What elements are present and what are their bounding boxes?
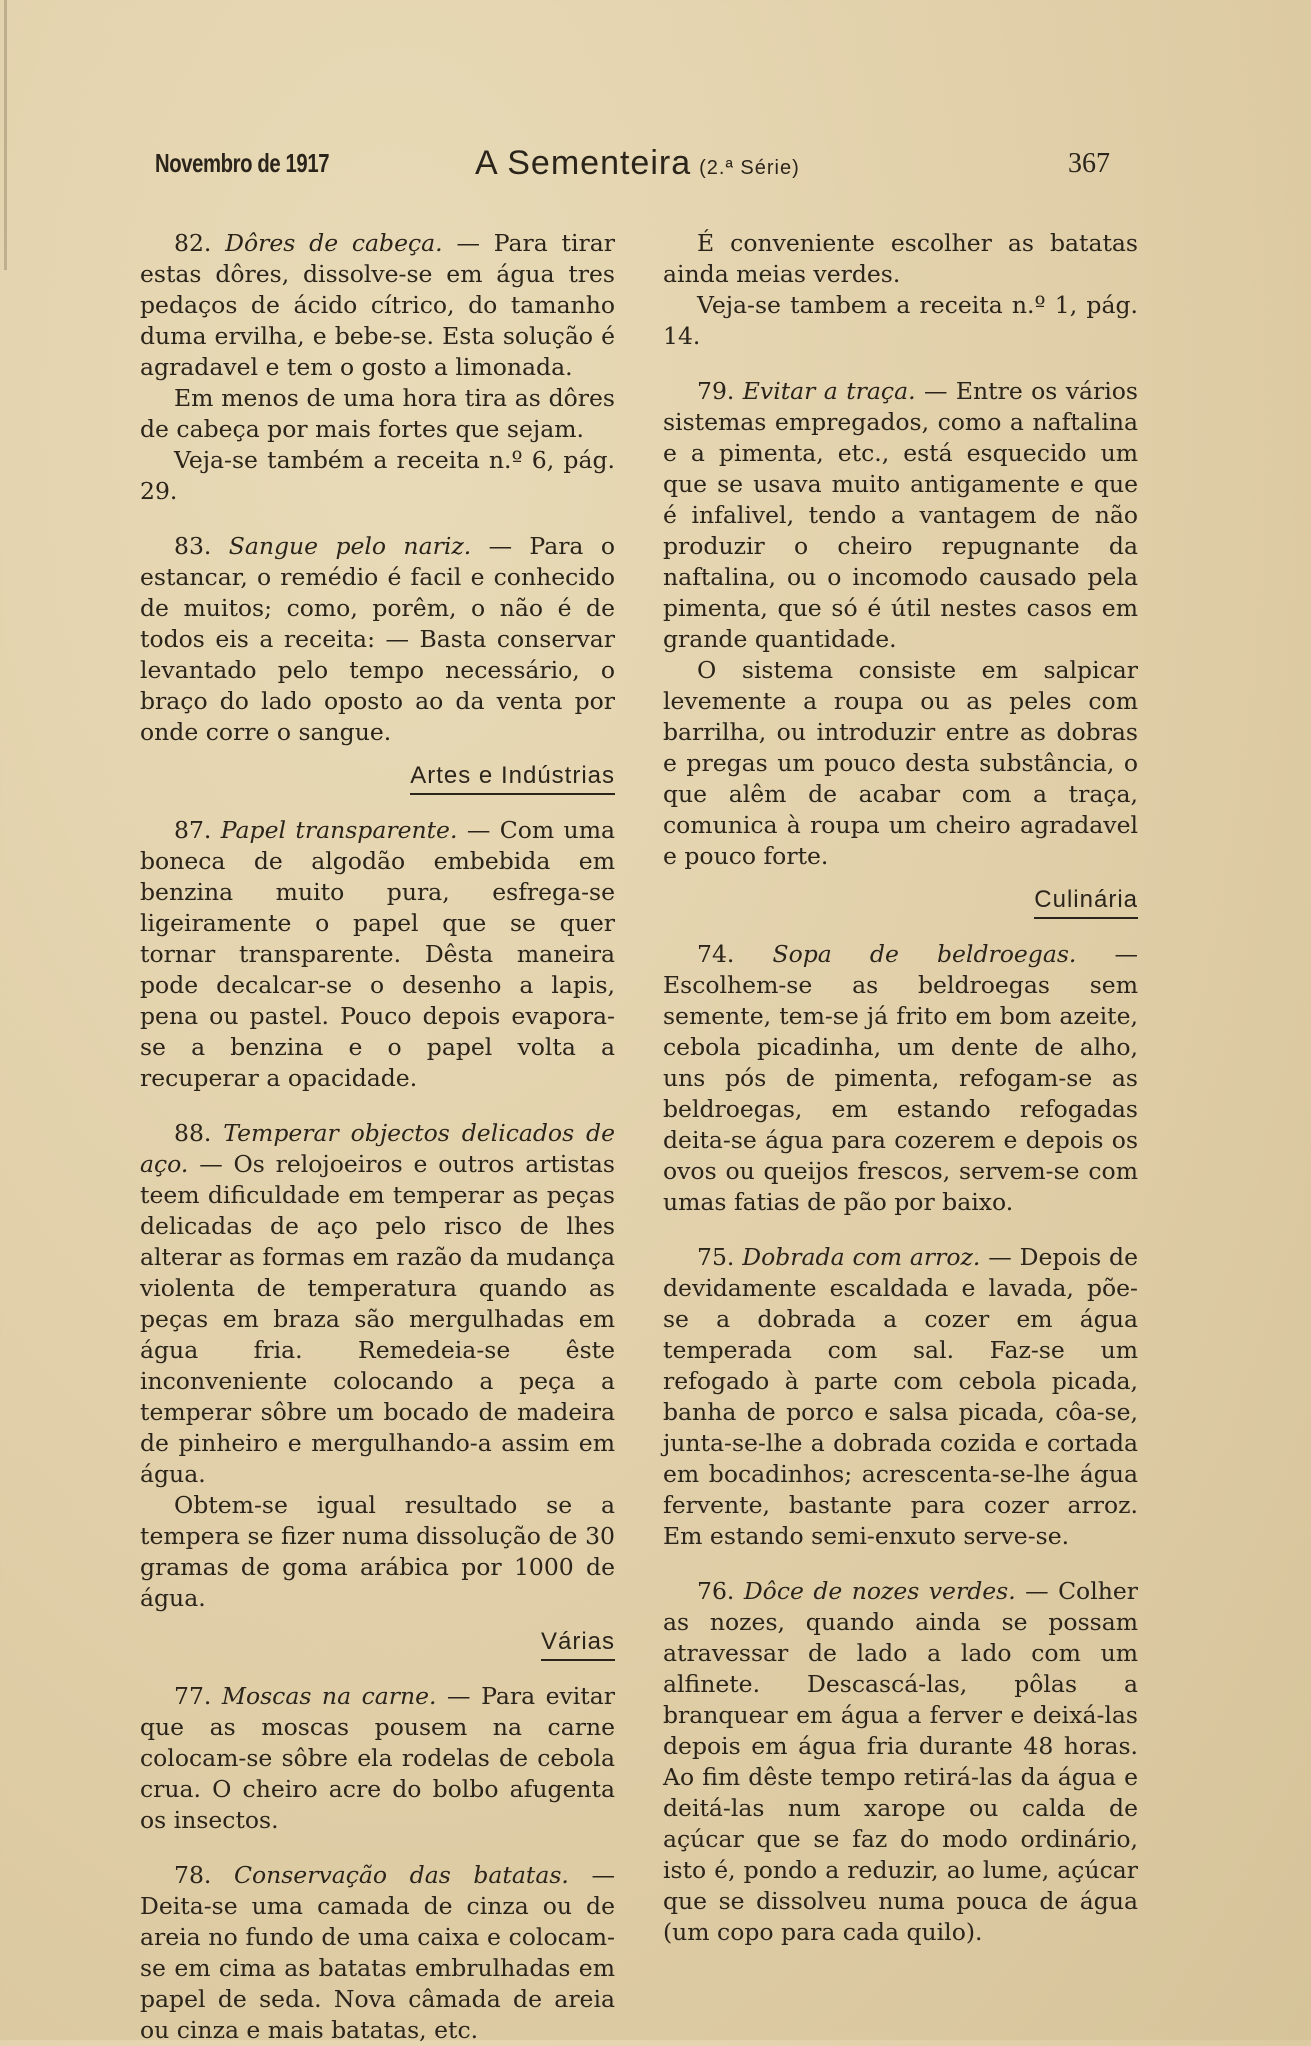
article-text: — Para tirar estas dôres, dissolve-se em água tres pedaços de ácido cítrico, do tamanho duma ervilha, e bebe-se. Esta solução é agradavel e tem o gosto a limonada. [140, 229, 615, 381]
article-paragraph [663, 290, 1138, 352]
header-title [475, 144, 800, 183]
article-title: Dobrada com arroz. [742, 1243, 981, 1271]
article-text: — Colher as nozes, quando ainda se possam atravessar de lado a lado com um alfinete. Descascá-las, pôlas a branquear em água a ferver e deixá-las depois em água fria durante 48 horas. Ao fim dêste tempo retirá-las da água e deitá-las num xarope ou calda de açúcar que se faz do modo ordinário, isto é, pondo a reduzir, ao lume, açúcar que se dissolveu numa pouca de água (um copo para cada quilo). [663, 1577, 1138, 1946]
article-number: 79 [697, 377, 727, 405]
article-number: 77 [174, 1682, 204, 1710]
article-number: 83 [174, 532, 204, 560]
header-title-text: A Sementeira [475, 144, 692, 182]
article-paragraph: 87. Papel transparente. — Com uma boneca de algodão embebida em benzina muito pura, esfrega-se ligeiramente o papel que se quer tornar transparente. Dêsta maneira pode decalcar-se o desenho a lapis, pena ou pastel. Pouco depois evapora-se a benzina e o papel volta a recuperar a opacidade. [140, 816, 615, 1092]
article-text: Obtem-se igual resultado se a tempera se fizer numa dissolução de 30 gramas de goma arábica por 1000 de água. [140, 1491, 615, 1612]
article-paragraph: 74. Sopa de beldroegas. — Escolhem-se as beldroegas sem semente, tem-se já frito em bom azeite, cebola picadinha, um dente de alho, uns pós de pimenta, refogam-se as beldroegas, em estando refogadas deita-se água para cozerem e depois os ovos ou queijos frescos, servem-se com umas fatias de pão por baixo. [663, 940, 1138, 1216]
section-heading [140, 1626, 615, 1661]
section-heading-text: Várias [541, 1626, 615, 1661]
article-title: Dôce de nozes verdes. [743, 1577, 1016, 1605]
article-title: Dôres de cabeça. [225, 229, 443, 257]
left-column [140, 228, 615, 2046]
article-number: 78 [174, 1861, 204, 1889]
article-paragraph [140, 1490, 615, 1614]
article-number: 82 [174, 229, 204, 257]
article-title: Evitar a traça. [742, 377, 916, 405]
header-series: (2.ª Série) [699, 157, 800, 179]
article-text: Veja-se tambem a receita n.º 1, pág. 14. [663, 291, 1138, 350]
section-heading [140, 760, 615, 795]
article-text: Veja-se também a receita n.º 6, pág. 29. [140, 446, 615, 505]
section-heading-text: Culinária [1034, 884, 1138, 919]
article-text: — Para o estancar, o remédio é facil e conhecido de muitos; como, porêm, o não é de todos eis a receita: — Basta conservar levantado pelo tempo necessário, o braço do lado oposto ao da venta por onde corre o sangue. [140, 532, 615, 746]
article-text: — Os relojoeiros e outros artistas teem dificuldade em temperar as peças delicadas de aço pelo risco de lhes alterar as formas em razão da mudança violenta de temperatura quando as peças em braza são mergulhadas em água fria. Remedeia-se êste inconveniente colocando a peça a temperar sôbre um bocado de madeira de pinheiro e mergulhando-a assim em água. [140, 1150, 615, 1488]
article-text: O sistema consiste em salpicar levemente a roupa ou as peles com barrilha, ou introduzir entre as dobras e pregas um pouco desta substância, o que alêm de acabar com a traça, comunica à roupa um cheiro agradavel e pouco forte. [663, 656, 1138, 870]
article-paragraph: 82. Dôres de cabeça. — Para tirar estas dôres, dissolve-se em água tres pedaços de ácido cítrico, do tamanho duma ervilha, e bebe-se. Esta solução é agradavel e tem o gosto a limonada. [140, 229, 615, 381]
article-paragraph: 78. Conservação das batatas. — Deita-se uma camada de cinza ou de areia no fundo de uma caixa e colocam-se em cima as batatas embrulhadas em papel de seda. Nova câmada de areia ou cinza e mais batatas, etc. [140, 1861, 615, 2044]
header-date: Novembro de 1917 [155, 148, 330, 178]
article-paragraph: 79. Evitar a traça. — Entre os vários sistemas empregados, como a naftalina e a pimenta, etc., está esquecido um que se usava muito antigamente e que é infalivel, tendo a vantagem de não produzir o cheiro repugnante da naftalina, ou o incomodo causado pela pimenta, que só é útil nestes casos em grande quantidade. [663, 377, 1138, 653]
page-edge-mark [4, 0, 7, 270]
article-number: 88 [174, 1119, 204, 1147]
article-title: Sangue pelo nariz. [228, 532, 472, 560]
article-paragraph [140, 445, 615, 507]
article-paragraph [140, 383, 615, 445]
article-title: Papel transparente. [220, 816, 458, 844]
article-paragraph: 75. Dobrada com arroz. — Depois de devidamente escaldada e lavada, põe-se a dobrada a cozer em água temperada com sal. Faz-se um refogado à parte com cebola picada, banha de porco e salsa picada, côa-se, junta-se-lhe a dobrada cozida e cortada em bocadinhos; acrescenta-se-lhe água fervente, bastante para cozer arroz. Em estando semi-enxuto serve-se. [663, 1243, 1138, 1550]
section-heading-text: Artes e Indústrias [410, 760, 615, 795]
article-text: — Com uma boneca de algodão embebida em benzina muito pura, esfrega-se ligeiramente o papel que se quer tornar transparente. Dêsta maneira pode decalcar-se o desenho a lapis, pena ou pastel. Pouco depois evapora-se a benzina e o papel volta a recuperar a opacidade. [140, 816, 615, 1092]
article-text: — Deita-se uma camada de cinza ou de areia no fundo de uma caixa e colocam-se em cima as batatas embrulhadas em papel de seda. Nova câmada de areia ou cinza e mais batatas, etc. [140, 1861, 615, 2044]
article-text: É conveniente escolher as batatas ainda meias verdes. [663, 229, 1138, 288]
article-title: Sopa de beldroegas. [772, 940, 1077, 968]
article-number: 76 [697, 1577, 727, 1605]
article-paragraph: 83. Sangue pelo nariz. — Para o estancar, o remédio é facil e conhecido de muitos; como, porêm, o não é de todos eis a receita: — Basta conservar levantado pelo tempo necessário, o braço do lado oposto ao da venta por onde corre o sangue. [140, 532, 615, 746]
article-paragraph [663, 655, 1138, 872]
article-paragraph [663, 228, 1138, 290]
article-number: 74 [697, 940, 727, 968]
section-heading [663, 884, 1138, 919]
page-header [155, 144, 1110, 192]
article-text: Em menos de uma hora tira as dôres de cabeça por mais fortes que sejam. [140, 384, 615, 443]
article-paragraph: 77. Moscas na carne. — Para evitar que as moscas pousem na carne colocam-se sôbre ela rodelas de cebola crua. O cheiro acre do bolbo afugenta os insectos. [140, 1682, 615, 1834]
article-title: Moscas na carne. [221, 1682, 437, 1710]
article-text: — Para evitar que as moscas pousem na carne colocam-se sôbre ela rodelas de cebola crua. O cheiro acre do bolbo afugenta os insectos. [140, 1682, 615, 1834]
article-title: Temperar objectos delicados de aço. [140, 1119, 615, 1178]
header-page-number: 367 [1068, 148, 1110, 179]
article-text: — Escolhem-se as beldroegas sem semente, tem-se já frito em bom azeite, cebola picadinha, um dente de alho, uns pós de pimenta, refogam-se as beldroegas, em estando refogadas deita-se água para cozerem e depois os ovos ou queijos frescos, servem-se com umas fatias de pão por baixo. [663, 940, 1138, 1216]
article-text: — Entre os vários sistemas empregados, como a naftalina e a pimenta, etc., está esquecido um que se usava muito antigamente e que é infalivel, tendo a vantagem de não produzir o cheiro repugnante da naftalina, ou o incomodo causado pela pimenta, que só é útil nestes casos em grande quantidade. [663, 377, 1138, 653]
article-number: 75 [697, 1243, 727, 1271]
article-paragraph: 88. Temperar objectos delicados de aço. — Os relojoeiros e outros artistas teem dificuldade em temperar as peças delicadas de aço pelo risco de lhes alterar as formas em razão da mudança violenta de temperatura quando as peças em braza são mergulhadas em água fria. Remedeia-se êste inconveniente colocando a peça a temperar sôbre um bocado de madeira de pinheiro e mergulhando-a assim em água. [140, 1119, 615, 1488]
article-number: 87 [174, 816, 204, 844]
article-paragraph: 76. Dôce de nozes verdes. — Colher as nozes, quando ainda se possam atravessar de lado a lado com um alfinete. Descascá-las, pôlas a branquear em água a ferver e deixá-las depois em água fria durante 48 horas. Ao fim dêste tempo retirá-las da água e deitá-las num xarope ou calda de açúcar que se faz do modo ordinário, isto é, pondo a reduzir, ao lume, açúcar que se dissolveu numa pouca de água (um copo para cada quilo). [663, 1577, 1138, 1946]
article-text: — Depois de devidamente escaldada e lavada, põe-se a dobrada a cozer em água temperada com sal. Faz-se um refogado à parte com cebola picada, banha de porco e salsa picada, côa-se, junta-se-lhe a dobrada cozida e cortada em bocadinhos; acrescenta-se-lhe água fervente, bastante para cozer arroz. Em estando semi-enxuto serve-se. [663, 1243, 1138, 1550]
right-column [663, 228, 1138, 1948]
article-title: Conservação das batatas. [233, 1861, 569, 1889]
